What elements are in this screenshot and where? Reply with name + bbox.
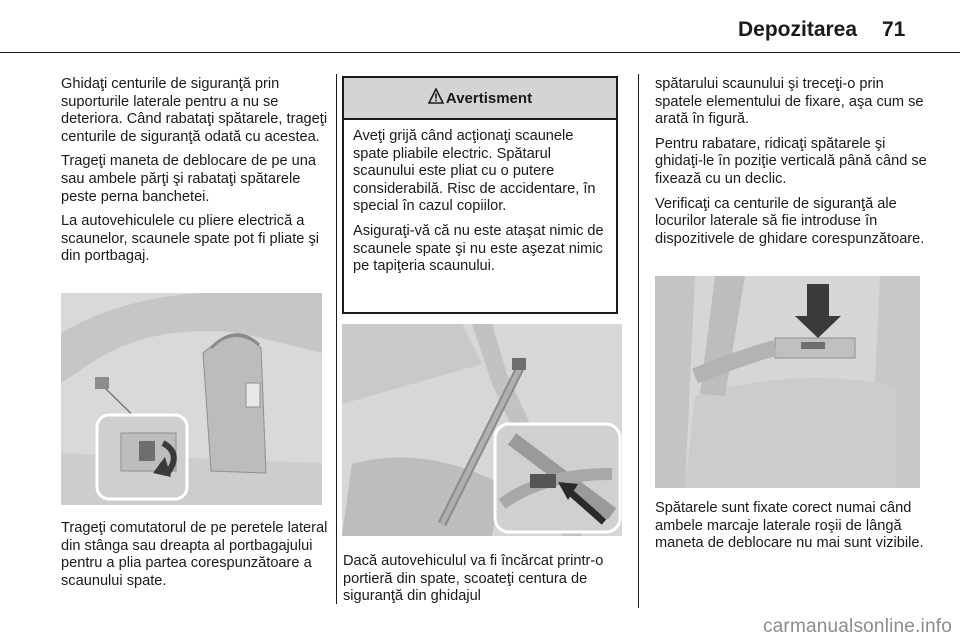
page-number: 71 — [882, 18, 906, 41]
figure-seatbelt-guide — [342, 324, 622, 536]
column-2-text — [343, 553, 633, 613]
column-3-text — [655, 76, 927, 255]
header-rule — [0, 52, 960, 53]
figure-backrest-marking — [655, 276, 920, 488]
watermark: carmanualsonline.info — [762, 616, 952, 637]
paragraph: Trageţi maneta de deblocare de pe una sau ambele părţi şi rabataţi spătarele peste perna banchetei. — [61, 153, 317, 205]
trunk-switch-illustration — [61, 293, 322, 505]
paragraph: Asiguraţi-vă că nu este ataşat nimic de scaunele spate şi nu este aşezat nimic pe tapiţeria scaunului. — [353, 222, 604, 275]
backrest-marking-illustration — [655, 276, 920, 488]
paragraph: Dacă autovehiculul va fi încărcat printr-o portieră din spate, scoateţi centura de siguranţă din ghidajul — [343, 553, 604, 605]
column-divider-left — [336, 74, 337, 604]
column-divider-right — [638, 74, 639, 608]
column-1-text — [61, 76, 331, 273]
warning-header — [344, 78, 616, 120]
warning-title: Avertisment — [445, 89, 533, 107]
figure-trunk-switch — [61, 293, 322, 505]
paragraph: Aveţi grijă când acţionaţi scaunele spate pliabile electric. Spătarul scaunului este pliat cu o putere considerabilă. Risc de accidentare, în special în cazul copiilor. — [353, 128, 596, 215]
paragraph: Verificaţi ca centurile de siguranţă ale locurilor laterale să fie introduse în dispozitivele de ghidare corespunzătoare. — [655, 195, 925, 247]
warning-triangle-icon — [428, 88, 444, 108]
column-3-caption — [655, 500, 927, 560]
paragraph: Trageţi comutatorul de pe peretele lateral din stânga sau dreapta al portbagajului pentru a plia partea corespunzătoare a scaunului spate. — [61, 520, 328, 589]
warning-body — [344, 120, 616, 276]
paragraph: Pentru rabatare, ridicaţi spătarele şi ghidaţi-le în poziţie verticală până când se fixează cu un declic. — [655, 135, 927, 187]
warning-box — [342, 76, 618, 314]
paragraph: Ghidaţi centurile de siguranţă prin suporturile laterale pentru a nu se deteriora. Când rabataţi spătarele, trageţi centurile de siguranţă odată cu acestea. — [61, 76, 328, 145]
page-header — [0, 0, 960, 52]
paragraph: Spătarele sunt fixate corect numai când ambele marcaje laterale roşii de lângă maneta de deblocare nu mai sunt vizibile. — [655, 500, 924, 552]
paragraph: La autovehiculele cu pliere electrică a scaunelor, scaunele spate pot fi pliate şi din portbagaj. — [61, 213, 319, 265]
seatbelt-guide-illustration — [342, 324, 622, 536]
column-1-caption — [61, 520, 331, 597]
paragraph: spătarului scaunului şi treceţi-o prin spatele elementului de fixare, aşa cum se arată în figură. — [655, 76, 924, 128]
section-title: Depozitarea — [738, 18, 858, 41]
